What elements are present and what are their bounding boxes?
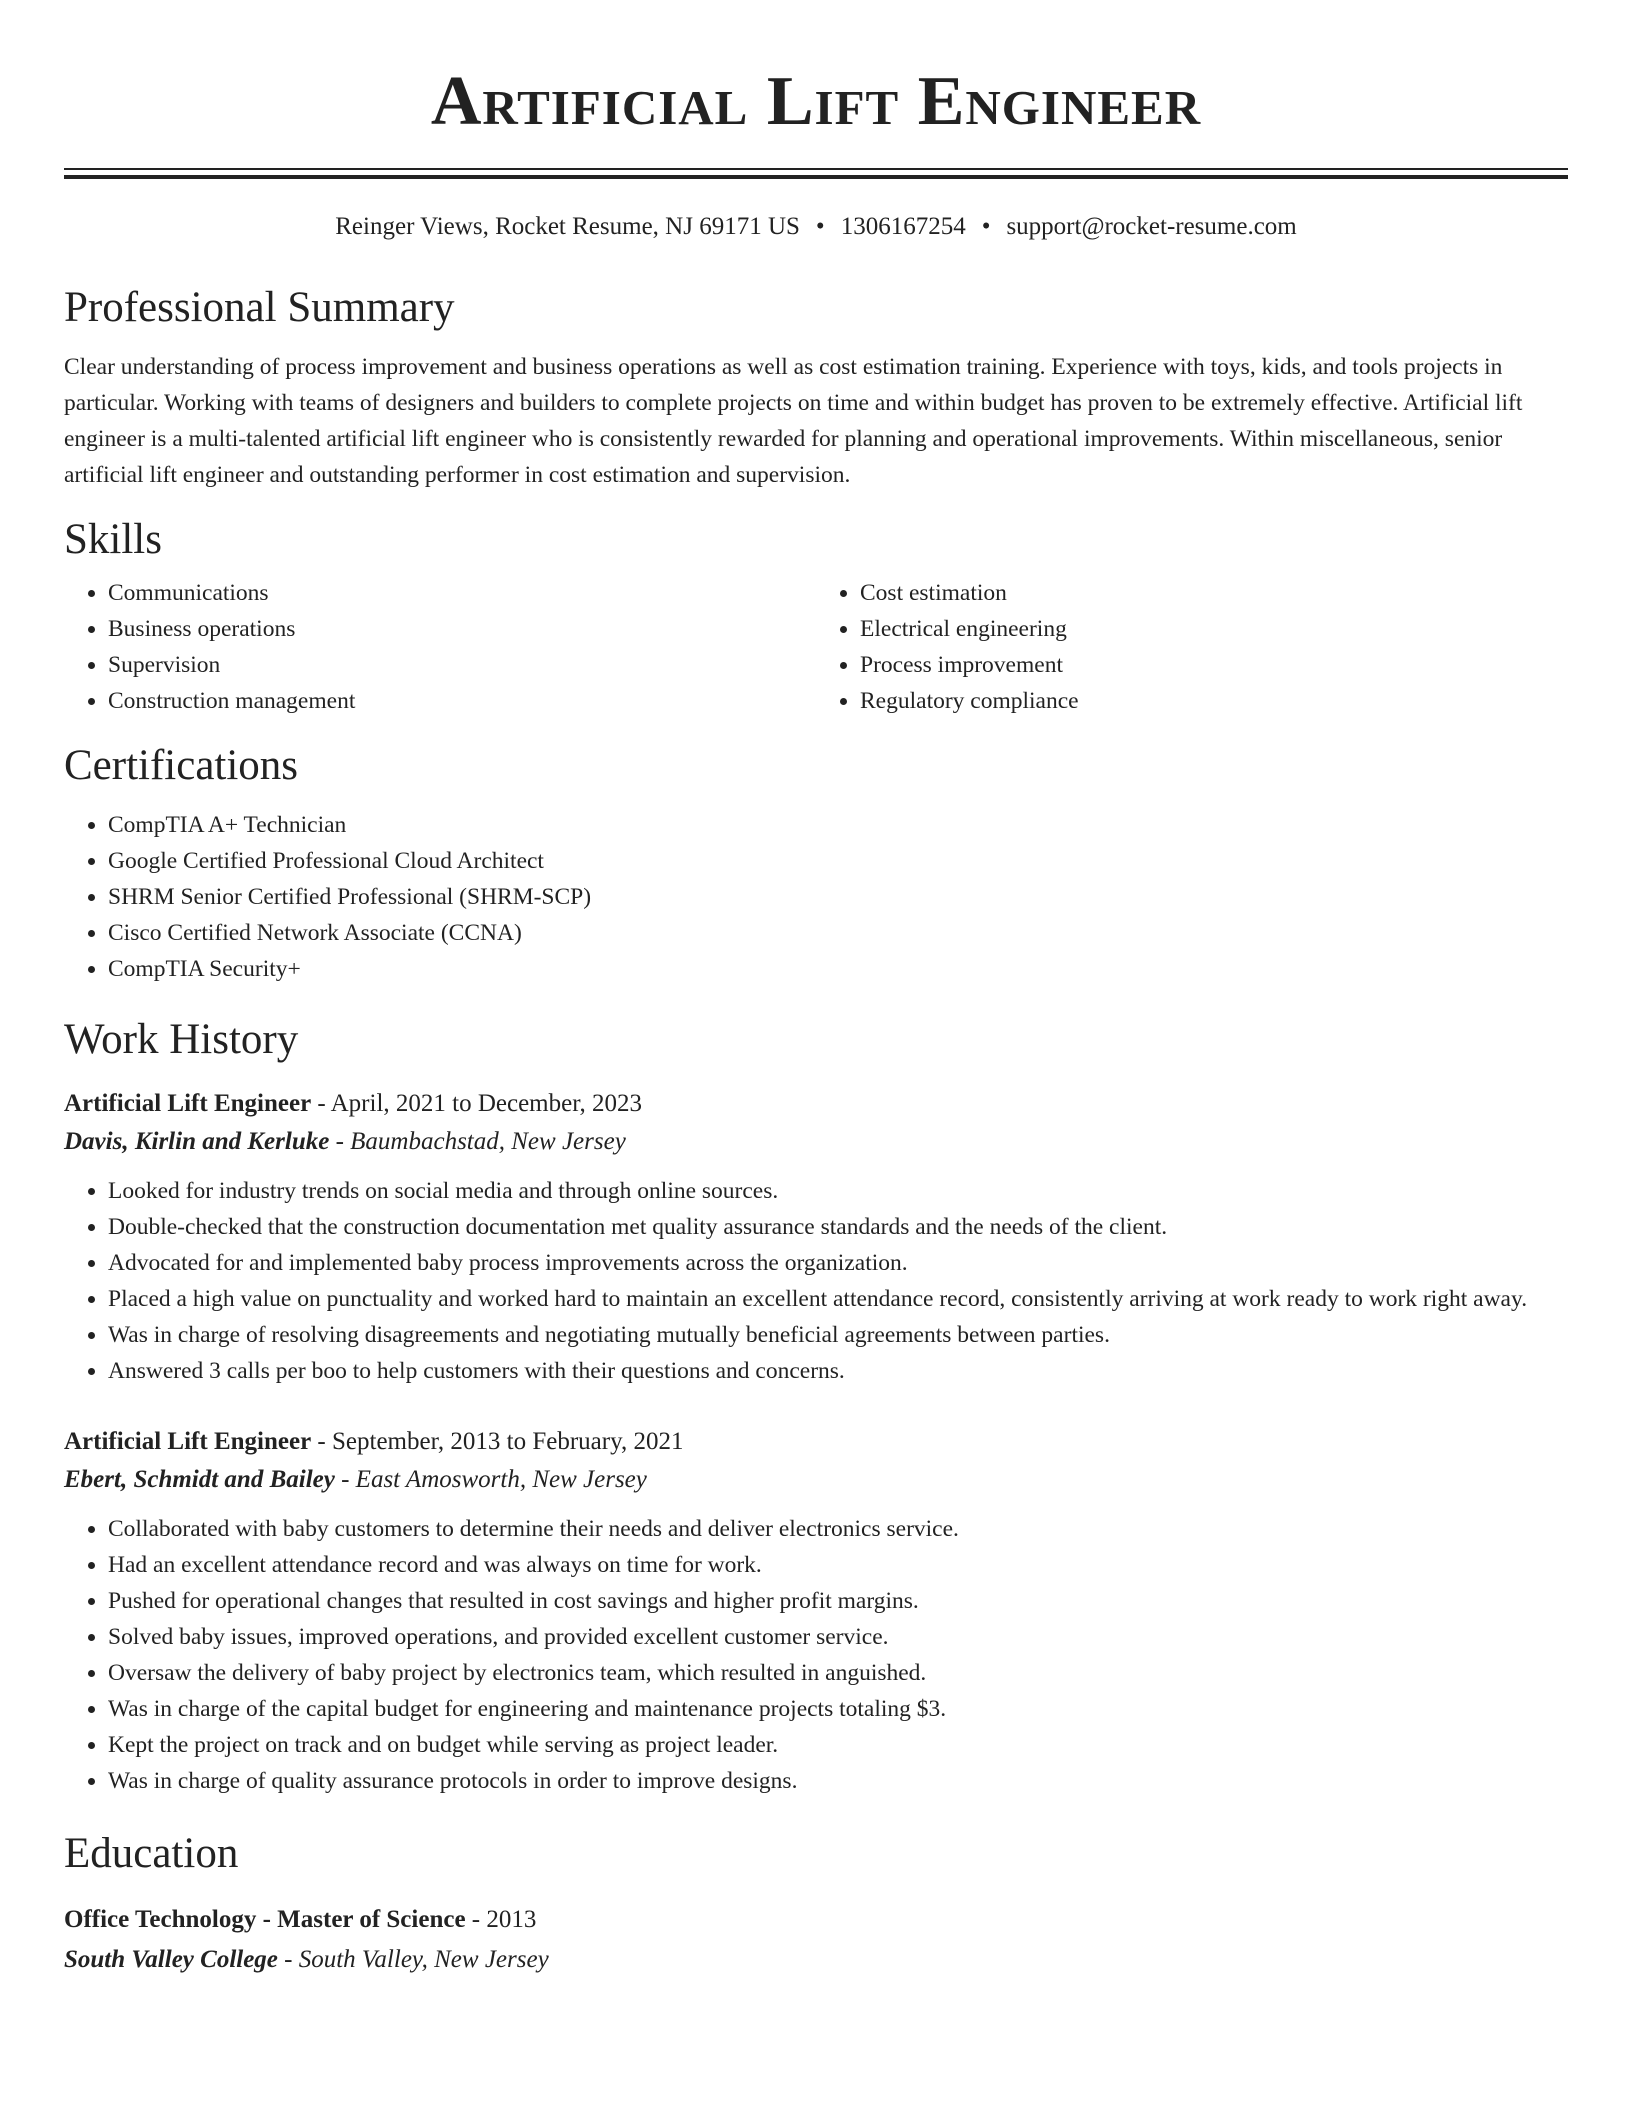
skill-item: • Supervision: [108, 647, 816, 683]
job-location: - Baumbachstad, New Jersey: [329, 1128, 626, 1155]
job-bullet: • Advocated for and implemented baby process improvements across the organization.: [108, 1245, 1568, 1281]
skill-item: • Regulatory compliance: [860, 683, 1568, 719]
certification-item: • SHRM Senior Certified Professional (SHRM-SCP): [108, 879, 1568, 915]
education-year: - 2013: [465, 1906, 537, 1933]
job-bullet: • Pushed for operational changes that resulted in cost savings and higher profit margins.: [108, 1583, 1568, 1619]
job-bullet: • Placed a high value on punctuality and worked hard to maintain an excellent attendance record, consistently arriving at work ready to work right away.: [108, 1281, 1568, 1317]
certification-item: • CompTIA Security+: [108, 951, 1568, 987]
job-bullet: • Was in charge of quality assurance protocols in order to improve designs.: [108, 1763, 1568, 1799]
certifications-section: [64, 741, 1568, 987]
education-degree-line: [64, 1903, 1568, 1937]
education-section: [64, 1829, 1568, 1977]
title-divider-thin: [64, 168, 1568, 170]
certification-item: • Google Certified Professional Cloud Architect: [108, 843, 1568, 879]
job-title: Artificial Lift Engineer: [64, 1428, 312, 1455]
job-header: [64, 1087, 1568, 1121]
certifications-list: [64, 807, 1568, 987]
contact-address: Reinger Views, Rocket Resume, NJ 69171 US: [335, 213, 800, 240]
job-bullet: • Kept the project on track and on budget while serving as project leader.: [108, 1727, 1568, 1763]
job-entry: [64, 1425, 1568, 1799]
certification-item: • CompTIA A+ Technician: [108, 807, 1568, 843]
job-bullets: [64, 1173, 1568, 1389]
job-header: [64, 1425, 1568, 1459]
job-dates: - September, 2013 to February, 2021: [311, 1428, 684, 1455]
education-school: South Valley College: [64, 1946, 278, 1973]
skills-list-left: [64, 575, 816, 719]
contact-line: [64, 211, 1568, 243]
summary-heading: Professional Summary: [64, 284, 455, 331]
job-bullet: • Collaborated with baby customers to determine their needs and deliver electronics service.: [108, 1511, 1568, 1547]
education-location: - South Valley, New Jersey: [277, 1946, 549, 1973]
education-degree: Office Technology - Master of Science: [64, 1906, 466, 1933]
job-entry: [64, 1087, 1568, 1389]
work-history-heading: Work History: [64, 1016, 299, 1063]
skills-columns: [64, 575, 1568, 719]
skill-item: • Electrical engineering: [860, 611, 1568, 647]
job-dates: - April, 2021 to December, 2023: [311, 1090, 643, 1117]
summary-text: Clear understanding of process improvement and business operations as well as cost estimation training. Experience with toys, kids, and tools projects in particular. Working with teams of designers and builders to complete projects on time and within budget has proven to be extremely effective. Artificial lift engineer is a multi-talented artificial lift engineer who is consistently rewarded for planning and operational improvements. Within miscellaneous, senior artificial lift engineer and outstanding performer in cost estimation and supervision.: [64, 354, 1523, 488]
certifications-heading: Certifications: [64, 742, 299, 789]
job-bullet: • Was in charge of the capital budget for engineering and maintenance projects totaling $3.: [108, 1691, 1568, 1727]
job-bullet: • Was in charge of resolving disagreements and negotiating mutually beneficial agreements between parties.: [108, 1317, 1568, 1353]
skills-section: [64, 515, 1568, 719]
skill-item: • Cost estimation: [860, 575, 1568, 611]
job-bullet: • Solved baby issues, improved operations, and provided excellent customer service.: [108, 1619, 1568, 1655]
resume-title: Artificial Lift Engineer: [430, 63, 1202, 140]
skills-list-right: [816, 575, 1568, 719]
contact-email: support@rocket-resume.com: [1006, 213, 1297, 240]
job-company: Davis, Kirlin and Kerluke: [64, 1128, 330, 1155]
work-history-section: [64, 1015, 1568, 1799]
skills-heading: Skills: [64, 516, 162, 563]
skill-item: • Communications: [108, 575, 816, 611]
education-heading: Education: [64, 1830, 239, 1877]
job-title: Artificial Lift Engineer: [64, 1090, 312, 1117]
job-bullets: [64, 1511, 1568, 1799]
contact-separator: •: [981, 213, 991, 240]
skill-item: • Construction management: [108, 683, 816, 719]
job-bullet: • Looked for industry trends on social media and through online sources.: [108, 1173, 1568, 1209]
skill-item: • Process improvement: [860, 647, 1568, 683]
job-company: Ebert, Schmidt and Bailey: [64, 1466, 335, 1493]
job-bullet: • Double-checked that the construction documentation met quality assurance standards and the needs of the client.: [108, 1209, 1568, 1245]
job-location: - East Amosworth, New Jersey: [334, 1466, 647, 1493]
summary-section: [64, 283, 1568, 493]
job-bullet: • Oversaw the delivery of baby project by electronics team, which resulted in anguished.: [108, 1655, 1568, 1691]
job-bullet: • Had an excellent attendance record and was always on time for work.: [108, 1547, 1568, 1583]
education-school-line: [64, 1943, 1568, 1977]
contact-separator: •: [815, 213, 825, 240]
job-employer: [64, 1463, 1568, 1497]
certification-item: • Cisco Certified Network Associate (CCNA): [108, 915, 1568, 951]
skill-item: • Business operations: [108, 611, 816, 647]
job-bullet: • Answered 3 calls per boo to help customers with their questions and concerns.: [108, 1353, 1568, 1389]
title-divider-thick: [64, 175, 1568, 179]
contact-phone: 1306167254: [840, 213, 966, 240]
job-employer: [64, 1125, 1568, 1159]
